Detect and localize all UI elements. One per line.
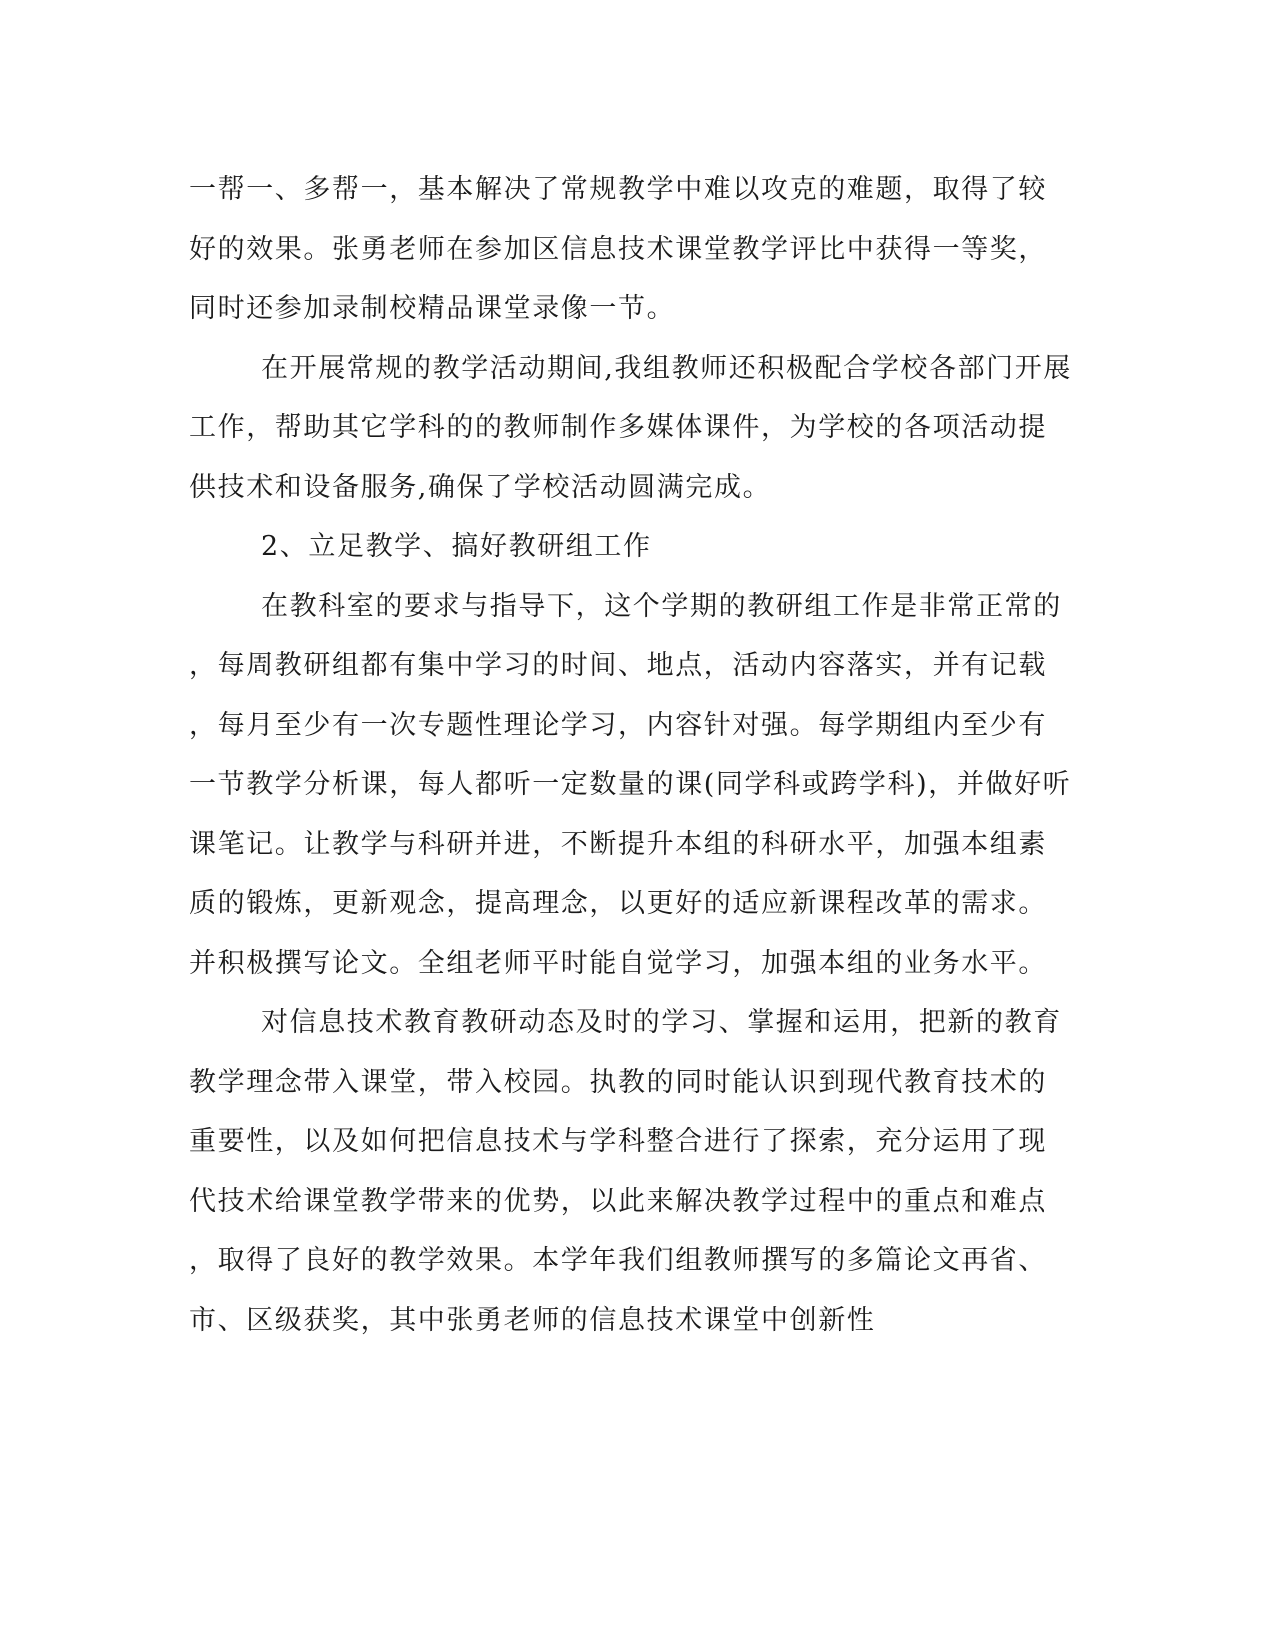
text-line: 一帮一、多帮一，基本解决了常规教学中难以攻克的难题，取得了较 [189,174,1047,205]
text-line: 市、区级获奖，其中张勇老师的信息技术课堂中创新性 [189,1304,876,1336]
text-line: ，每月至少有一次专题性理论学习，内容针对强。每学期组内至少有 [189,709,1047,741]
text-line: ，取得了良好的教学效果。本学年我们组教师撰写的多篇论文再省、 [189,1245,1047,1276]
text-line: 并积极撰写论文。全组老师平时能自觉学习，加强本组的业务水平。 [189,947,1047,979]
text-line: 工作，帮助其它学科的的教师制作多媒体课件，为学校的各项活动提 [189,412,1047,443]
text-line: 好的效果。张勇老师在参加区信息技术课堂教学评比中获得一等奖， [189,233,1047,265]
text-line: 重要性，以及如何把信息技术与学科整合进行了探索，充分运用了现 [189,1126,1047,1157]
section-heading: 2、立足教学、搞好教研组工作 [261,531,652,562]
text-line: 教学理念带入课堂，带入校园。执教的同时能认识到现代教育技术的 [189,1066,1047,1098]
text-line: ，每周教研组都有集中学习的时间、地点，活动内容落实，并有记载 [189,650,1047,681]
paragraph-first-line: 在开展常规的教学活动期间,我组教师还积极配合学校各部门开展 [261,352,1072,384]
document-body [189,160,1089,1350]
paragraph-first-line: 对信息技术教育教研动态及时的学习、掌握和运用，把新的教育 [261,1007,1062,1038]
paragraph-first-line: 在教科室的要求与指导下，这个学期的教研组工作是非常正常的 [261,590,1062,622]
text-line: 质的锻炼，更新观念，提高理念，以更好的适应新课程改革的需求。 [189,888,1047,919]
text-line: 供技术和设备服务,确保了学校活动圆满完成。 [189,471,772,503]
text-line: 同时还参加录制校精品课堂录像一节。 [189,293,676,324]
text-line: 课笔记。让教学与科研并进，不断提升本组的科研水平，加强本组素 [189,828,1047,860]
text-line: 代技术给课堂教学带来的优势，以此来解决教学过程中的重点和难点 [189,1185,1047,1217]
text-line: 一节教学分析课，每人都听一定数量的课(同学科或跨学科)，并做好听 [189,769,1072,800]
